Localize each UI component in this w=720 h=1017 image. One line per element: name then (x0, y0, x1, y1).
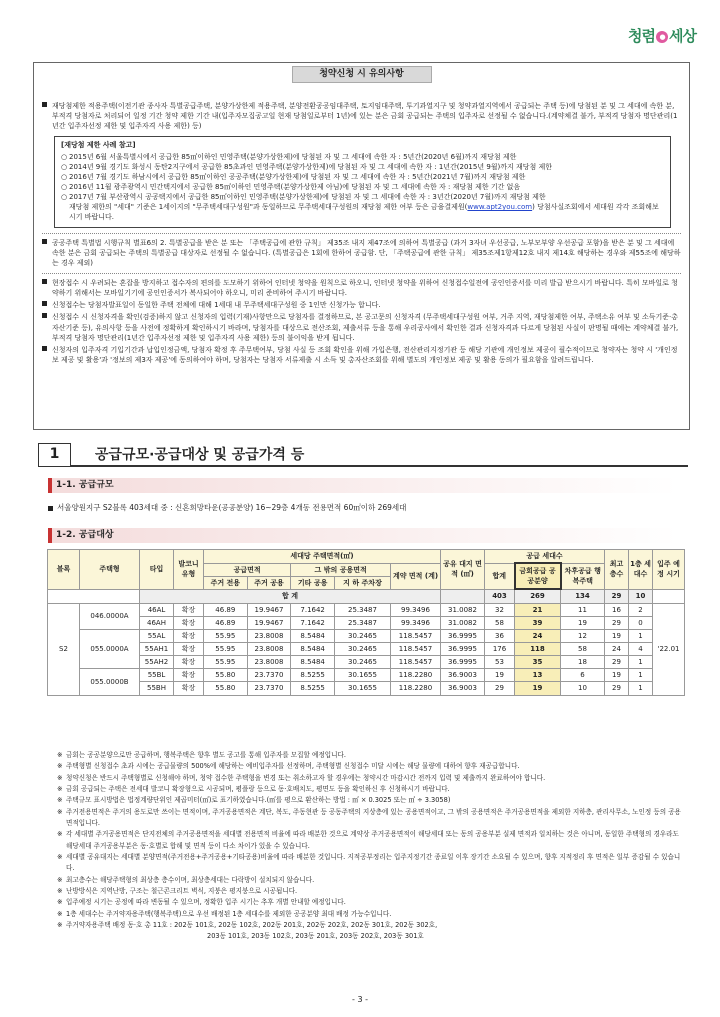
table-cell: 23.8008 (247, 642, 291, 655)
table-cell: 11 (561, 603, 605, 616)
th-units: 공급 세대수 (485, 550, 605, 564)
table-cell: 46AH (140, 616, 174, 629)
page-number: - 3 - (352, 995, 368, 1004)
table-cell: 55.80 (204, 682, 248, 695)
th-a4: 지 하 주차장 (334, 576, 390, 589)
square-bullet-icon (42, 279, 47, 284)
table-cell: 35 (515, 656, 561, 669)
red-marker-icon (48, 528, 52, 543)
table-cell: 118.5457 (391, 656, 441, 669)
table-cell: 6 (561, 669, 605, 682)
table-cell: 31.0082 (441, 603, 485, 616)
table-cell: 30.1655 (334, 669, 390, 682)
note-item: ※ 주택형별 신청접수 초과 시에는 공급물량의 500%에 해당하는 예비입주자를 선정하며, 주택형별 신청접수 미달 시에는 해당 물량에 대하여 향후 재공급합니다. (57, 761, 687, 772)
house-cell: 055.0000A (80, 629, 140, 668)
note-item: ※ 1층 세대수는 주거약자용주택(행복주택)으로 우선 배정된 1층 세대수를 제외한 공공분양 최대 배정 가능수입니다. (57, 909, 687, 920)
table-cell: 1 (629, 682, 653, 695)
table-cell: 55AH1 (140, 642, 174, 655)
table-cell: 18 (561, 656, 605, 669)
table-cell: 36.9003 (441, 682, 485, 695)
table-cell: 4 (629, 642, 653, 655)
table-cell: 10 (561, 682, 605, 695)
note-item: ※ 최고층수는 해당주택형의 최상층 층수이며, 최상층세대는 다락방이 설치되지 않습니다. (57, 875, 687, 886)
table-cell: 확장 (174, 682, 204, 695)
table-cell: 8.5484 (291, 656, 335, 669)
table-cell: 8.5255 (291, 682, 335, 695)
table-cell: 36.9995 (441, 629, 485, 642)
square-bullet-icon (48, 506, 53, 511)
subheading-target: 1-2. 공급대상 (48, 528, 678, 543)
table-cell: 확장 (174, 616, 204, 629)
table-cell: 7.1642 (291, 603, 335, 616)
limit-note: 재당첨 제한의 "세대" 기준은 1세이지의 "무주택세대구성원"과 동일하므로 무주택세대구성원의 재당첨 제한 여부 등은 금융결제원(www.apt2you.com) 당첨사실조회에서 세대원 각각 조회해보시기 바랍니다. (69, 203, 659, 222)
caution-title: 청약신청 시 유의사항 (292, 66, 432, 83)
table-cell: 32 (485, 603, 515, 616)
table-cell: 53 (485, 656, 515, 669)
table-cell: 23.7370 (247, 669, 291, 682)
table-cell: 21 (515, 603, 561, 616)
table-cell: 23.8008 (247, 656, 291, 669)
note-item: ※ 난방방식은 지역난방, 구조는 철근콘크리트 벽식, 지붕은 평지붕으로 시공됩니다. (57, 886, 687, 897)
table-cell: 55.95 (204, 642, 248, 655)
th-type: 타입 (140, 550, 174, 590)
table-cell: 19.9467 (247, 603, 291, 616)
apt2you-link[interactable]: www.apt2you.com (467, 203, 533, 212)
table-cell: 118.2280 (391, 682, 441, 695)
table-total-row (48, 589, 685, 603)
table-cell: 46AL (140, 603, 174, 616)
caution-item: 신청접수 시 신청자격을 확인(검증)하지 않고 신청자의 입력(기재)사항만으로 당첨자를 결정하므로, 본 공고문의 신청자격 (무주택세대구성원 여부, 거주 지역, 재당첨제한 여부, 주택소유 여부 및 소득기준·총자산기준 등), 유의사항 등을 사전에 정확하게 확인하시기 바라며, 당첨자를 대상으로 전산조회, 제출서류 등을 통해 우리공사에서 확인한 결과 신청자격과 다르게 당첨된 사실이 판명될 때에는 계약체결 불가, 부적격 당첨자 명단관리(1년간 입주자선정 제한 및 입주자격 사용 제한) 등의 불이익을 받게 됩니다. (40, 312, 681, 342)
notes (57, 750, 687, 943)
scale-text: 서울양원지구 S2블록 403세대 중 : 신혼희망타운(공공분양) 16~29층 4개동 전용면적 60㎡이하 269세대 (48, 503, 406, 514)
table-cell: 46.89 (204, 616, 248, 629)
table-row (48, 616, 685, 629)
table-cell: 19 (605, 629, 629, 642)
table-cell: 30.2465 (334, 642, 390, 655)
table-cell: 36.9003 (441, 669, 485, 682)
table-row (48, 669, 685, 682)
table-cell: 12 (561, 629, 605, 642)
table-cell: 55AL (140, 629, 174, 642)
table-cell: 31.0082 (441, 616, 485, 629)
caution-item: 신청자의 입주자격 기입기간과 납입인정금액, 당첨자 확정 후 주무택여부, 당첨 사실 등 조회 확인을 위해 가입은행, 전산관리지정기관 등 해당 기관에 개인정보 제공이 필수적이므로 청약자는 청약 시 '개인정보 제공 및 활용'과 '정보의 제3자 제공'에 동의하여야 하며, 당첨자는 당첨자 서류제출 시 소득 및 총자산조회를 위해 별도의 개인정보 제공 및 활용 동의가 필요함을 알려드립니다. (40, 345, 681, 365)
table-cell: 55.95 (204, 629, 248, 642)
note-item: ※ 각 세대별 주거공용면적은 단지전체의 주거공용면적을 세대별 전용면적 비율에 따라 배분한 것으로 계약상 주거공용면적이 해당세대 또는 동의 공용부분 실제 면적과 일치하는 것은 아니며, 동일한 주택형의 경우라도 해당세대 주거공용부분은 동·호별로 합해 및 면적 등이 다소 차이가 있을 수 있습니다. (57, 829, 687, 852)
table-cell: 29 (485, 682, 515, 695)
table-row (48, 642, 685, 655)
note-item: ※ 주택규모 표시방법은 법정계량단위인 제곱미터(㎡)로 표기하였습니다.(㎡를 평으로 환산하는 방법 : ㎡ × 0.3025 또는 ㎡ ÷ 3.3058) (57, 795, 687, 806)
rewin-limit-box (54, 136, 671, 227)
table-cell: 36.9995 (441, 642, 485, 655)
table-cell: 30.2465 (334, 629, 390, 642)
caution-item: 신청접수는 당첨자발표일이 동일한 주택 전체에 대해 1세대 내 무주택세대구성원 중 1인만 신청가능 합니다. (40, 300, 681, 310)
table-cell: 25.3487 (334, 603, 390, 616)
th-a3: 기타 공용 (291, 576, 335, 589)
caution-item: 현장접수 시 우려되는 혼잡을 방지하고 접수자의 편의를 도모하기 위하여 인터넷 청약을 원칙으로 하오니, 인터넷 청약을 위하여 신청접수일전에 공인인증서를 미리 발급 받으시기 바랍니다. 특히 모바일로 청약하기 위해서는 모바일기기에 공인인증서가 복사되어야 하오니, 미리 준비하여 주시기 바랍니다. (40, 278, 681, 298)
table-cell: 확장 (174, 669, 204, 682)
table-cell: 30.1655 (334, 682, 390, 695)
square-bullet-icon (42, 313, 47, 318)
table-cell: 1 (629, 629, 653, 642)
table-cell: 99.3496 (391, 616, 441, 629)
table-cell: 176 (485, 642, 515, 655)
move-cell: '22.01 (653, 603, 685, 695)
th-house: 주택형 (80, 550, 140, 590)
logo: 청렴 ● 세상 (628, 27, 696, 45)
table-cell: 8.5484 (291, 629, 335, 642)
th-a1: 주거 전용 (204, 576, 248, 589)
total-top: 29 (605, 589, 629, 603)
supply-table (47, 549, 685, 696)
table-cell: 확장 (174, 656, 204, 669)
house-cell: 046.0000A (80, 603, 140, 629)
table-cell: 55AH2 (140, 656, 174, 669)
table-cell: 36 (485, 629, 515, 642)
table-cell: 19 (605, 669, 629, 682)
table-cell: 19 (485, 669, 515, 682)
total-label: 합 계 (140, 589, 441, 603)
table-cell: 확장 (174, 603, 204, 616)
th-move: 입주 예정 시기 (653, 550, 685, 590)
note-continuation: 203동 101호, 203동 102호, 203동 201호, 203동 202호, 203동 301호 (207, 932, 424, 941)
table-row (48, 682, 685, 695)
square-bullet-icon (42, 301, 47, 306)
square-bullet-icon (42, 346, 47, 351)
note-item: ※ 주거전용면적은 주거의 용도로만 쓰이는 면적이며, 주거공용면적은 계단, 복도, 주동현관 등 공동주택의 지상층에 있는 공용면적이고, 그 밖의 공용면적은 주거공용면적을 제외한 지하층, 관리사무소, 노인정 등의 공용면적입니다. (57, 807, 687, 830)
section-number: 1 (38, 443, 71, 467)
table-cell: 8.5484 (291, 642, 335, 655)
total-rent: 134 (561, 589, 605, 603)
table-cell: 29 (605, 616, 629, 629)
table-cell: 36.9995 (441, 656, 485, 669)
table-cell: 2 (629, 603, 653, 616)
table-cell: 29 (605, 656, 629, 669)
limit-case: ○ 2017년 7월 부산광역시 공공택지에서 공급한 85㎡이하인 민영주택(분양가상한제)에 당첨된 자 및 그 세대에 속한 자 : 3년간(2020년 7월)까지 재당첨 제한 (61, 192, 664, 202)
note-item: ※ 금회 공급되는 주택은 전세대 발코니 확장형으로 시공되며, 평플랑 등으로 동·호배치도, 평면도 등을 확인하신 후 신청하시기 바랍니다. (57, 784, 687, 795)
note-item: ※ 주거약자용주택 배정 동·호 총 11호 : 202동 101호, 202동 102호, 202동 201호, 202동 202호, 202동 301호, 202동 302호, (57, 920, 687, 931)
table-cell: 1 (629, 656, 653, 669)
th-total: 합계 (485, 563, 515, 589)
limit-box-title: [재당첨 제한 사례 참고] (61, 141, 136, 150)
table-cell: 0 (629, 616, 653, 629)
table-cell: 13 (515, 669, 561, 682)
subheading-scale: 1-1. 공급규모 (48, 478, 678, 493)
logo-mark-icon: ● (656, 31, 668, 43)
red-marker-icon (48, 478, 52, 493)
th-contract: 계약 면적 (계) (391, 563, 441, 589)
table-row (48, 656, 685, 669)
table-cell: 16 (605, 603, 629, 616)
table-cell: 58 (561, 642, 605, 655)
table-cell: 25.3487 (334, 616, 390, 629)
th-supply: 공급면적 (204, 563, 291, 576)
limit-case: ○ 2014년 9월 경기도 화성시 동탄2지구에서 공급한 85초과인 민영주택(분양가상한제)에 당첨된 자 및 그 세대에 속한 자 : 1년간(2015년 9월)까지 재당첨 제한 (61, 162, 664, 172)
section-title: 공급규모·공급대상 및 공급가격 등 (95, 447, 305, 463)
th-sale: 금회공급 공공분양 (515, 563, 561, 589)
table-cell: 55BL (140, 669, 174, 682)
table-row (48, 603, 685, 616)
note-item: ※ 청약신청은 반드시 주택형별로 신청해야 하며, 청약 접수한 주택형을 변경 또는 취소하고자 할 경우에는 청약시간 마감시간 전까지 입력 및 제출까지 완료하여야 합니다. (57, 773, 687, 784)
section-underline (71, 465, 688, 467)
limit-case: ○ 2016년 7월 경기도 하남시에서 공급한 85㎡이하인 공공주택(분양가상한제)에 당첨된 자 및 그 세대에 속한 자 : 5년간(2021년 7월)까지 재당첨 제한 (61, 172, 664, 182)
table-cell: 46.89 (204, 603, 248, 616)
table-cell: 7.1642 (291, 616, 335, 629)
table-cell: 23.7370 (247, 682, 291, 695)
table-cell: 118.2280 (391, 669, 441, 682)
table-cell: 24 (605, 642, 629, 655)
table-cell: 1 (629, 669, 653, 682)
limit-case: ○ 2016년 11월 광주광역시 민간택지에서 공급한 85㎡이하인 민영주택(분양가상한제 아님)에 당첨된 자 및 그 세대에 속한 자 : 재당첨 제한 기간 없음 (61, 182, 664, 192)
table-row (48, 629, 685, 642)
th-balcony: 발코니 유형 (174, 550, 204, 590)
caution-paragraph: 재당첨제한 적용주택(이전기관 종사자 특별공급주택, 분양가상한제 적용주택, 분양전환공공임대주택, 토지임대주택, 투기과열지구 및 청약과열지역에서 공급되는 주택 등)에 당첨된 분 및 그 세대에 속한 분, 부적격 당첨자로 처리되어 일정 기간 청약 제한 기간 내(입주자모집공고일 현재 당첨일로부터 1년)에 있는 분은 금회 공급되는 주택의 입주자로 선정될 수 없습니다.(계약체결 불가, 부적격 당첨자 명단관리(1년간 입주자선정 제한 및 입주자격 사용 제한) 등) (40, 101, 681, 131)
table-cell: 99.3496 (391, 603, 441, 616)
table-cell: 29 (605, 682, 629, 695)
th-area: 세대당 주택면적(㎡) (204, 550, 441, 564)
block-cell: S2 (48, 603, 80, 695)
table-cell: 58 (485, 616, 515, 629)
total-first: 10 (629, 589, 653, 603)
table-cell: 30.2465 (334, 656, 390, 669)
table-cell: 확장 (174, 642, 204, 655)
table-cell: 24 (515, 629, 561, 642)
table-cell: 8.5255 (291, 669, 335, 682)
divider (42, 273, 681, 274)
total-units: 403 (485, 589, 515, 603)
divider (42, 233, 681, 234)
th-a2: 주거 공용 (247, 576, 291, 589)
table-cell: 118.5457 (391, 629, 441, 642)
section-header (38, 443, 688, 467)
th-rent: 차후공급 행복주택 (561, 563, 605, 589)
table-cell: 118 (515, 642, 561, 655)
table-cell: 55BH (140, 682, 174, 695)
table-cell: 55.80 (204, 669, 248, 682)
table-cell: 118.5457 (391, 642, 441, 655)
note-item: ※ 세대별 공유대지는 세대별 분양면적(주거전용+주거공용+기타공용)비율에 따라 배분한 것입니다. 지적공부정리는 입주지정기간 종료일 이후 장기간 소요될 수 있으며, 향후 지적정리 후 면적은 일부 증감될 수 있습니다. (57, 852, 687, 875)
caution-item: 공공주택 특별법 시행규칙 별표6의 2. 특별공급을 받은 분 또는 「주택공급에 관한 규칙」 제35조 내지 제47조에 의하여 특별공급 (과거 3자녀 우선공급, 노부모부양 우선공급 포함)을 받은 분 및 그 세대에 속한 분은 금회 공급되는 주택의 특별공급 대상자로 선정될 수 없습니다. (특별공급은 1회에 한하여 공급함. 단, 「주택공급에 관한 규칙」 제35조제1항제12호 내지 제14호 해당하는 경우와 제55조에 해당하는 경우 제외) (40, 238, 681, 268)
table-cell: 39 (515, 616, 561, 629)
table-cell: 23.8008 (247, 629, 291, 642)
table-cell: 19 (515, 682, 561, 695)
th-land: 공유 대지 면적 (㎡) (441, 550, 485, 590)
caution-box (33, 62, 690, 430)
table-cell: 19.9467 (247, 616, 291, 629)
th-block: 블록 (48, 550, 80, 590)
house-cell: 055.0000B (80, 669, 140, 695)
total-sale: 269 (515, 589, 561, 603)
square-bullet-icon (42, 239, 47, 244)
limit-case: ○ 2015년 6월 서울특별시에서 공급한 85㎡이하인 민영주택(분양가상한제)에 당첨된 자 및 그 세대에 속한 자 : 5년간(2020년 6월)까지 재당첨 제한 (61, 152, 664, 162)
table-cell: 확장 (174, 629, 204, 642)
table-cell: 55.95 (204, 656, 248, 669)
th-other: 그 밖의 공용면적 (291, 563, 391, 576)
th-first: 1층 세대수 (629, 550, 653, 590)
square-bullet-icon (42, 102, 47, 107)
th-top: 최고 층수 (605, 550, 629, 590)
note-item: ※ 금회는 공공분양으로만 공급하며, 행복주택은 향후 별도 공고를 통해 입주자를 모집할 예정입니다. (57, 750, 687, 761)
table-cell: 19 (561, 616, 605, 629)
note-item: ※ 입주예정 시기는 공정에 따라 변동될 수 있으며, 정확한 입주 시기는 추후 개별 안내할 예정입니다. (57, 897, 687, 908)
